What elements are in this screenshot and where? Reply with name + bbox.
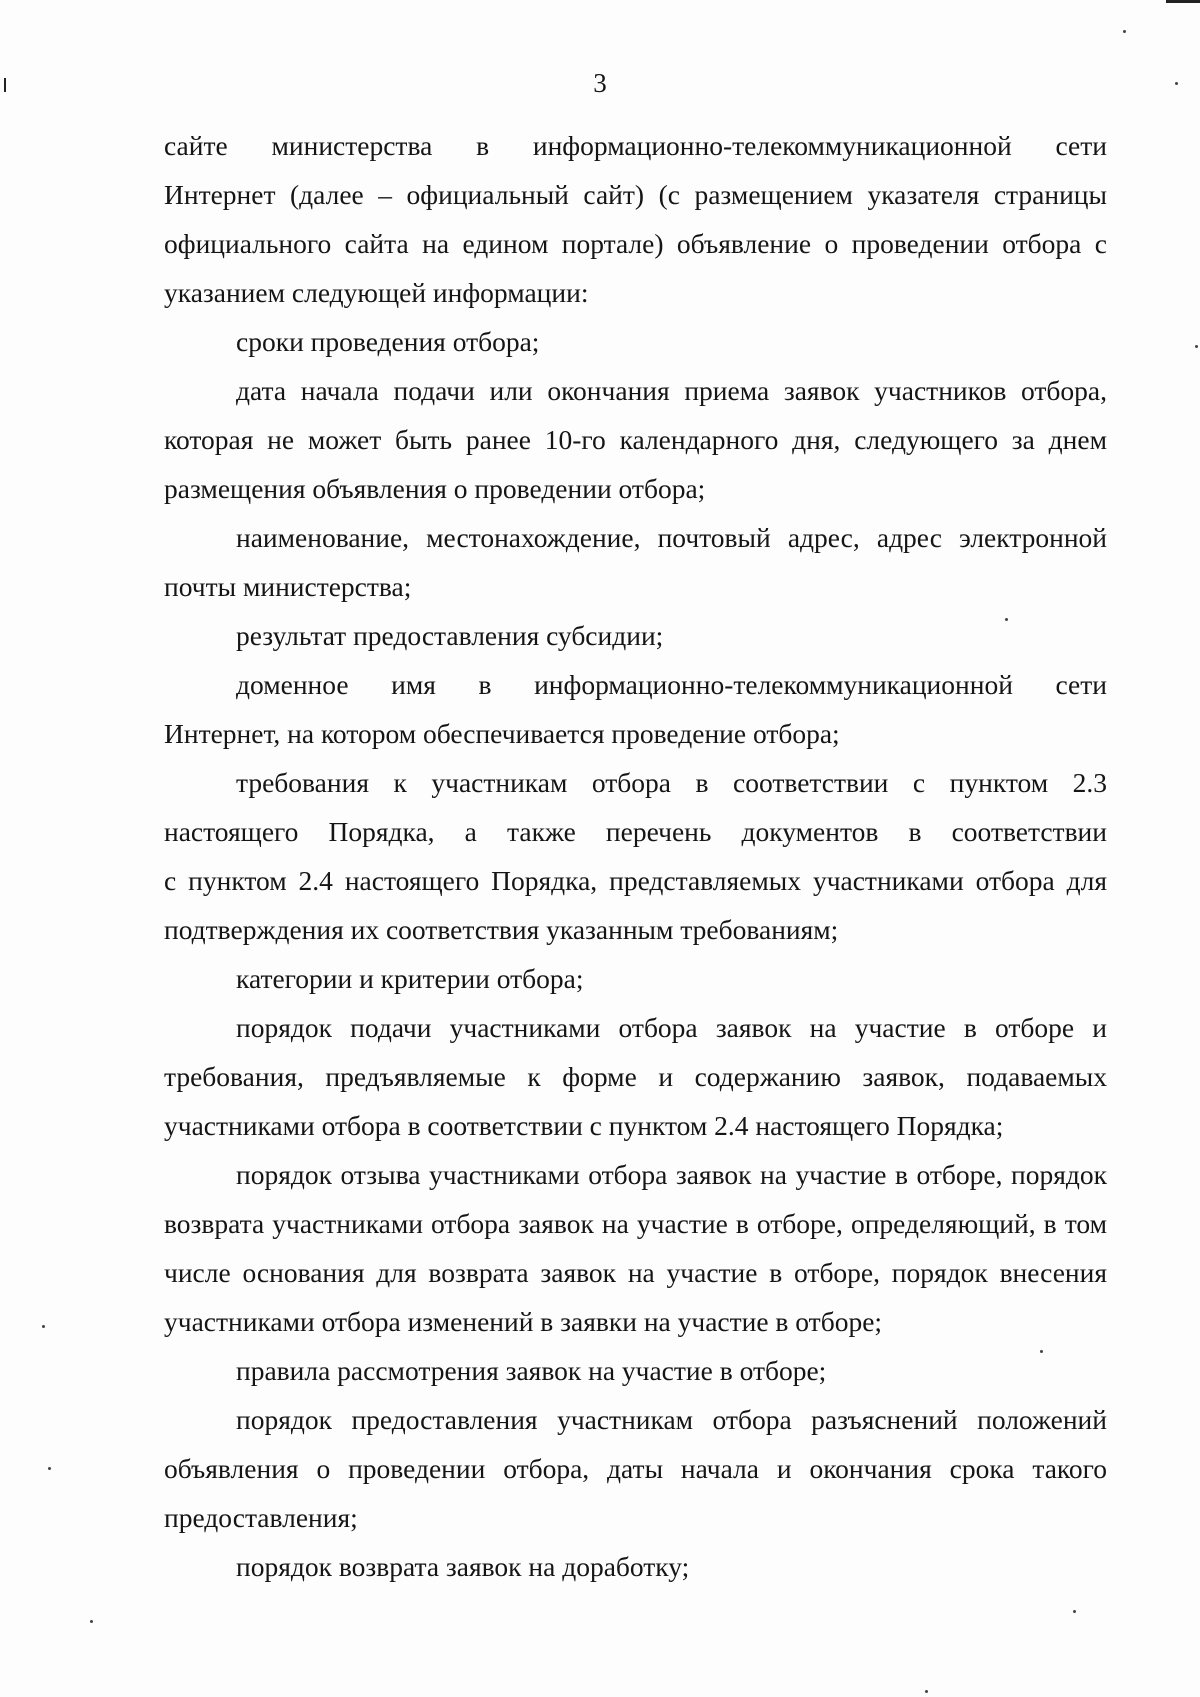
paragraph <box>164 1150 1107 1346</box>
text-line: официального сайта на едином портале) объявление о проведении отбора с <box>164 228 1107 259</box>
paragraph <box>164 366 1107 513</box>
text-line: сроки проведения отбора; <box>236 326 540 357</box>
text-line: порядок предоставления участникам отбора разъяснений положений <box>236 1404 1107 1435</box>
scan-speck <box>1123 30 1126 33</box>
paragraph <box>164 1003 1107 1150</box>
scan-speck <box>1073 1610 1076 1613</box>
paragraph <box>164 954 1107 1003</box>
text-line: участниками отбора изменений в заявки на участие в отборе; <box>164 1306 883 1337</box>
scan-speck <box>42 1325 45 1328</box>
text-line: числе основания для возврата заявок на участие в отборе, порядок внесения <box>164 1257 1107 1288</box>
text-line: размещения объявления о проведении отбора; <box>164 473 706 504</box>
text-line: результат предоставления субсидии; <box>236 620 664 651</box>
text-line: сайте министерства в информационно-телекоммуникационной сети <box>164 130 1107 161</box>
paragraph <box>164 1395 1107 1542</box>
scan-edge-mark <box>4 78 6 92</box>
paragraph <box>164 758 1107 954</box>
text-line: дата начала подачи или окончания приема заявок участников отбора, <box>236 375 1107 406</box>
text-line: предоставления; <box>164 1502 358 1533</box>
paragraph <box>164 121 1107 317</box>
scan-speck <box>1005 618 1008 621</box>
text-line: возврата участниками отбора заявок на участие в отборе, определяющий, в том <box>164 1208 1107 1239</box>
text-line: наименование, местонахождение, почтовый адрес, адрес электронной <box>236 522 1107 553</box>
scan-speck <box>925 1690 928 1693</box>
text-line: почты министерства; <box>164 571 412 602</box>
scan-speck <box>1175 82 1178 85</box>
text-line: правила рассмотрения заявок на участие в отборе; <box>236 1355 827 1386</box>
text-line: доменное имя в информационно-телекоммуникационной сети <box>236 669 1107 700</box>
text-line: указанием следующей информации: <box>164 277 589 308</box>
text-line: с пунктом 2.4 настоящего Порядка, представляемых участниками отбора для <box>164 865 1107 896</box>
paragraph <box>164 513 1107 611</box>
text-line: настоящего Порядка, а также перечень документов в соответствии <box>164 816 1107 847</box>
text-line: Интернет (далее – официальный сайт) (с размещением указателя страницы <box>164 179 1107 210</box>
paragraph <box>164 317 1107 366</box>
text-line: категории и критерии отбора; <box>236 963 584 994</box>
text-line: порядок отзыва участниками отбора заявок на участие в отборе, порядок <box>236 1159 1107 1190</box>
text-line: которая не может быть ранее 10-го календарного дня, следующего за днем <box>164 424 1107 455</box>
scan-speck <box>1040 1350 1043 1353</box>
scan-speck <box>1195 345 1198 348</box>
paragraph <box>164 1542 1107 1591</box>
paragraph <box>164 1346 1107 1395</box>
scan-edge-mark <box>1166 0 1200 3</box>
page-number: 3 <box>593 68 607 98</box>
scan-speck <box>90 1620 93 1623</box>
text-line: порядок подачи участниками отбора заявок на участие в отборе и <box>236 1012 1107 1043</box>
text-line: объявления о проведении отбора, даты начала и окончания срока такого <box>164 1453 1107 1484</box>
text-line: требования к участникам отбора в соответствии с пунктом 2.3 <box>236 767 1107 798</box>
paragraph <box>164 660 1107 758</box>
text-line: участниками отбора в соответствии с пунктом 2.4 настоящего Порядка; <box>164 1110 1004 1141</box>
paragraph <box>164 611 1107 660</box>
text-line: порядок возврата заявок на доработку; <box>236 1551 690 1582</box>
text-line: Интернет, на котором обеспечивается проведение отбора; <box>164 718 840 749</box>
document-body <box>164 121 1107 1591</box>
text-line: подтверждения их соответствия указанным требованиям; <box>164 914 839 945</box>
text-line: требования, предъявляемые к форме и содержанию заявок, подаваемых <box>164 1061 1107 1092</box>
scan-speck <box>48 1467 51 1470</box>
